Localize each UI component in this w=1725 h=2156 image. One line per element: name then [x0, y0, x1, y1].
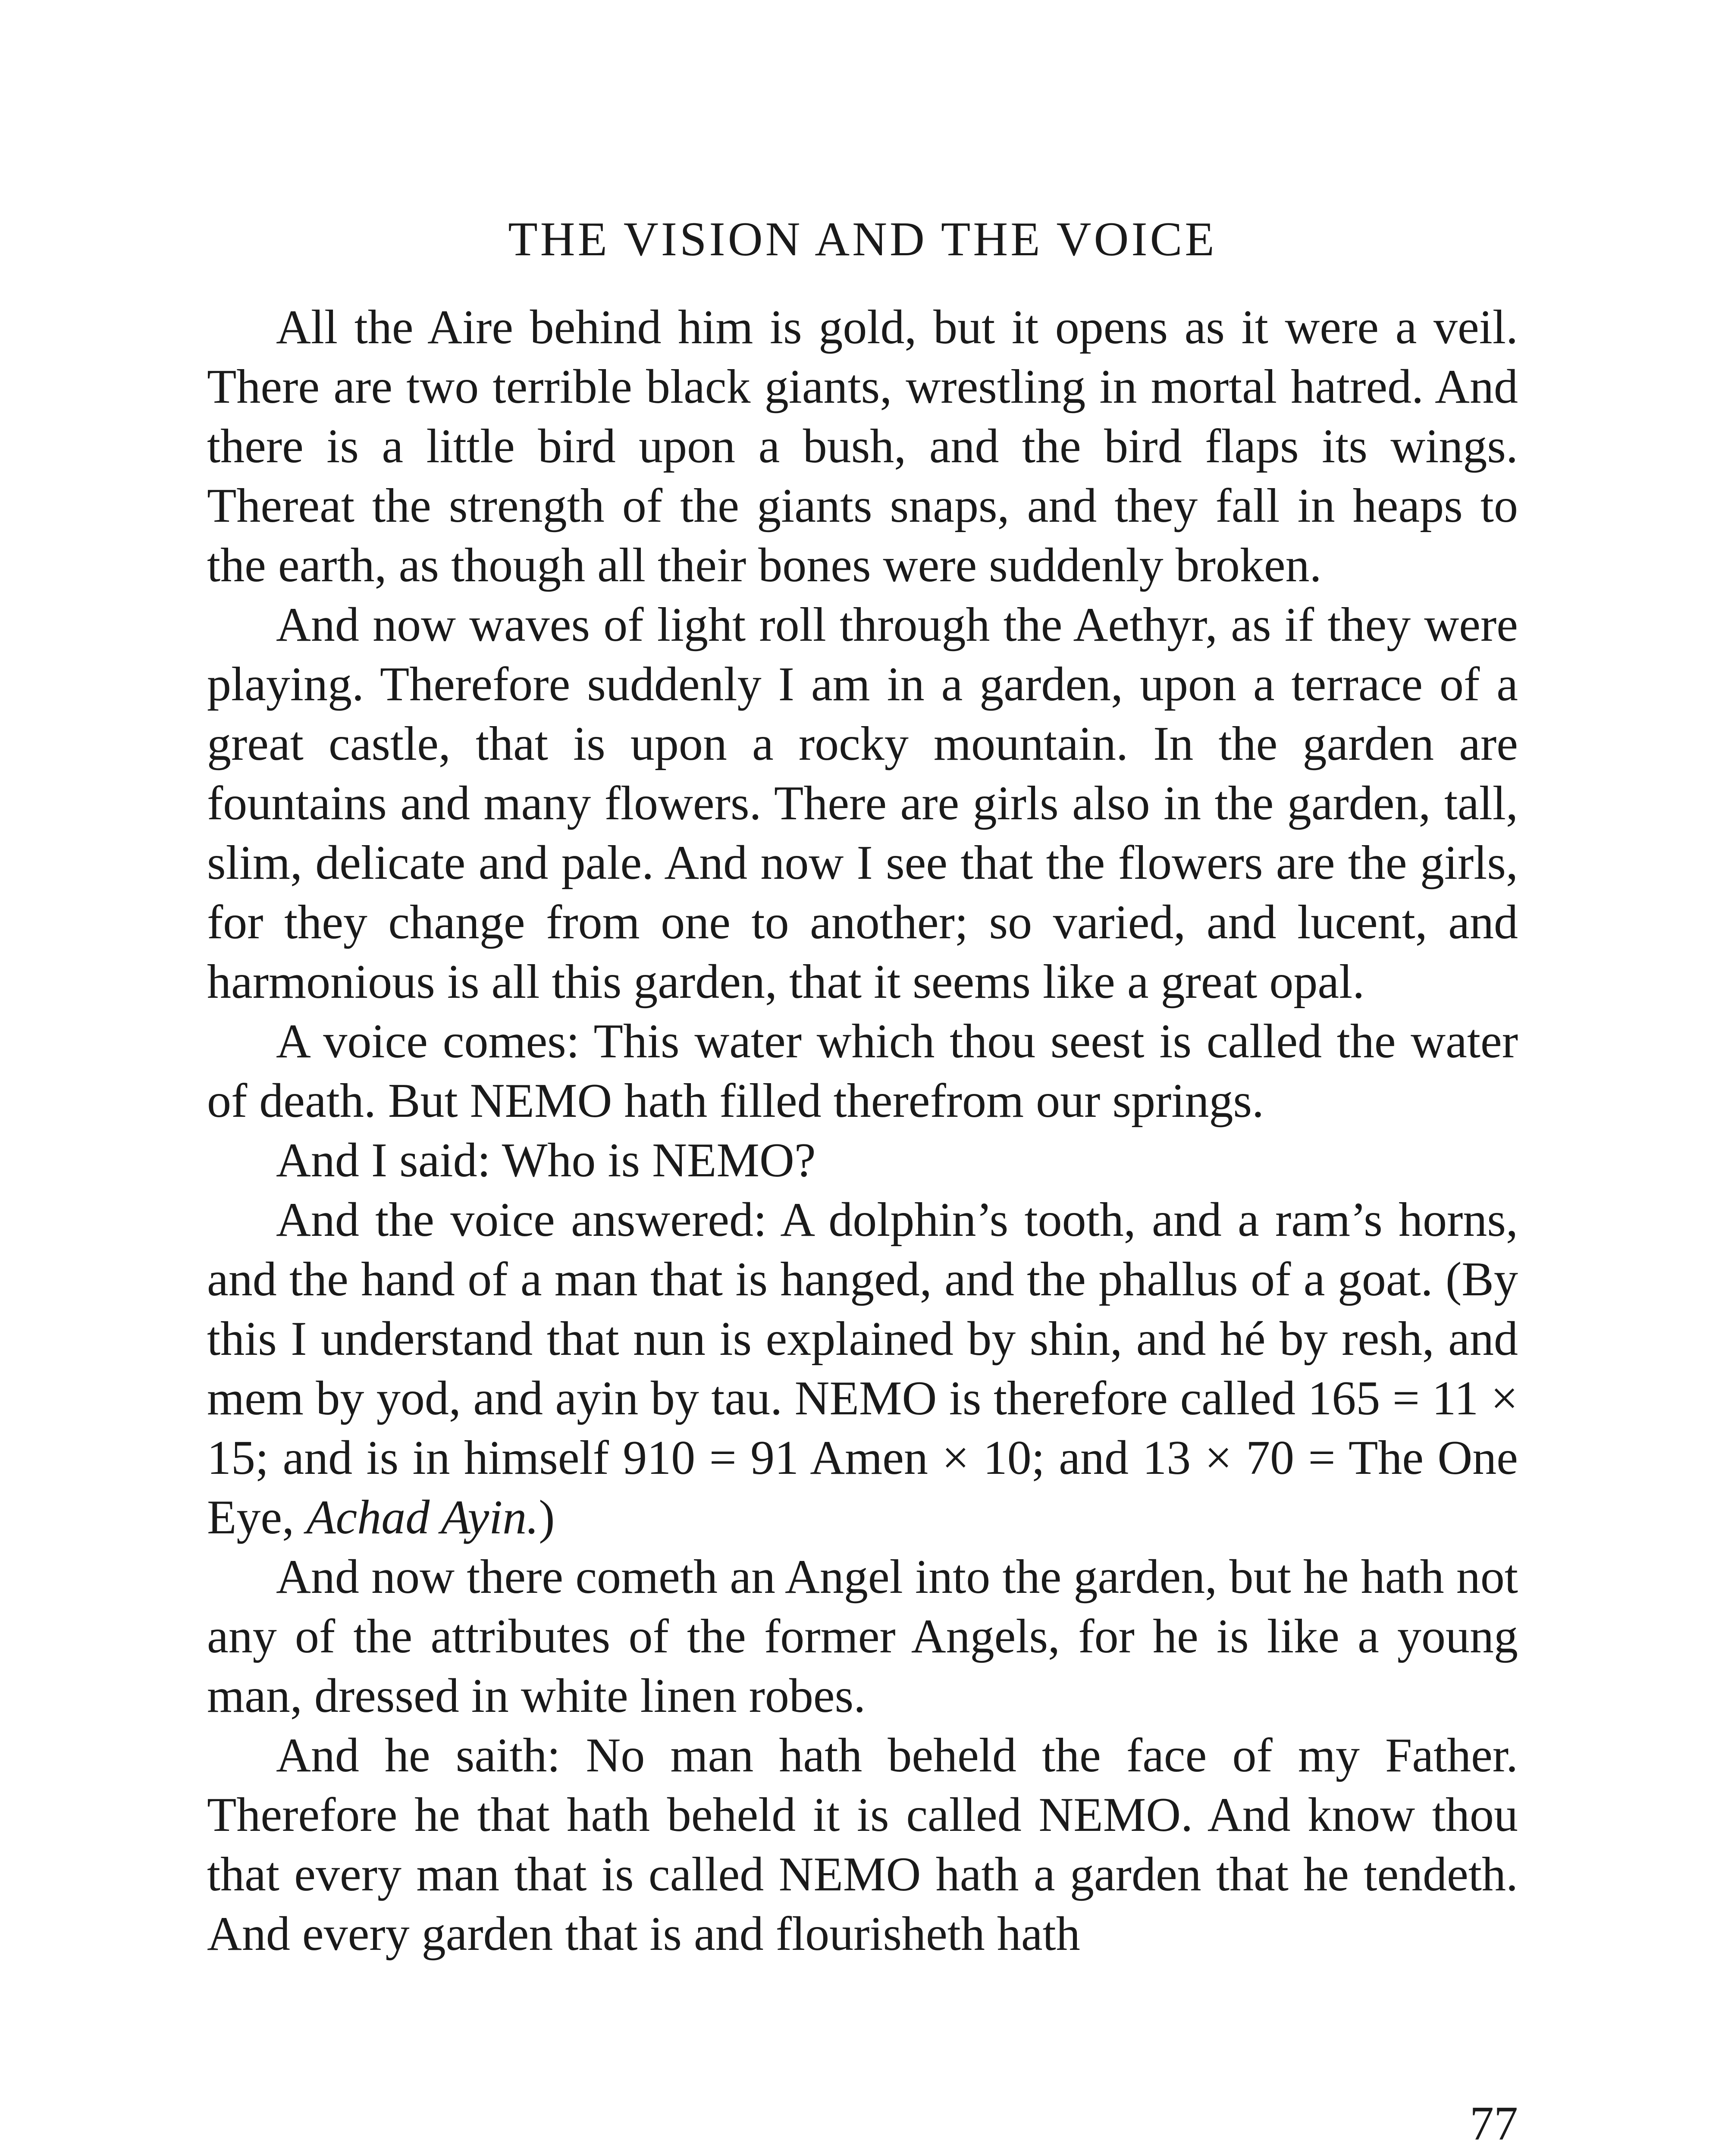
body-text [207, 298, 1518, 1964]
italic-phrase: Achad Ayin. [306, 1491, 539, 1544]
paragraph-text: And the voice answered: A dolphin’s tooth, and a ram’s horns, and the hand of a man that is hanged, and the phallus of a goat. (By this I understand that nun is explained by shin, and hé by resh, and mem by yod, and ayin by tau. NEMO is therefore called 165 = 11 × 15; and is in himself 910 = 91 Amen × 10; and 13 × 70 = The One Eye, [207, 1193, 1518, 1544]
page-number: 77 [1470, 2097, 1518, 2150]
paragraph: And now waves of light roll through the Aethyr, as if they were playing. Therefore suddenly I am in a garden, upon a terrace of a great castle, that is upon a rocky mountain. In the garden are fountains and many flowers. There are girls also in the garden, tall, slim, delicate and pale. And now I see that the flowers are the girls, for they change from one to another; so varied, and lucent, and harmonious is all this garden, that it seems like a great opal. [207, 598, 1518, 1009]
paragraph: A voice comes: This water which thou seest is called the water of death. But NEMO hath filled therefrom our springs. [207, 1015, 1518, 1128]
paragraph: And he saith: No man hath beheld the face of my Father. Therefore he that hath beheld it is called NEMO. And know thou that every man that is called NEMO hath a garden that he tendeth. And every garden that is and flourisheth hath [207, 1729, 1518, 1961]
running-title: THE VISION AND THE VOICE [508, 213, 1217, 266]
closing-parenthesis: ) [539, 1491, 555, 1544]
paragraph: And now there cometh an Angel into the garden, but he hath not any of the attributes of the former Angels, for he is like a young man, dressed in white linen robes. [207, 1550, 1518, 1723]
paragraph: All the Aire behind him is gold, but it opens as it were a veil. There are two terrible black giants, wrestling in mortal hatred. And there is a little bird upon a bush, and the bird flaps its wings. Thereat the strength of the giants snaps, and they fall in heaps to the earth, as though all their bones were suddenly broken. [207, 301, 1518, 592]
paragraph: And I said: Who is NEMO? [276, 1134, 816, 1187]
paragraph-nemo-explanation [207, 1190, 1518, 1547]
